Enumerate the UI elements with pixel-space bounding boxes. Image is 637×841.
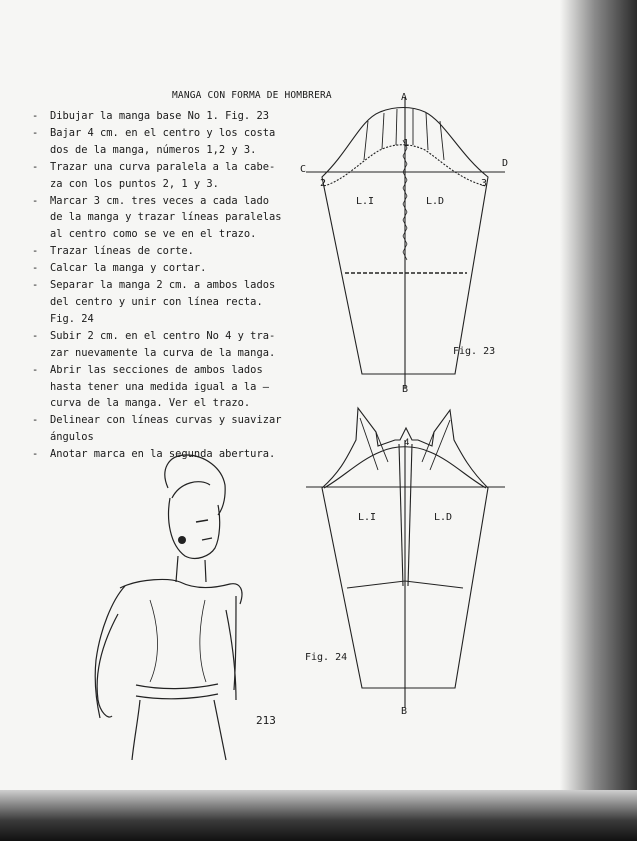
bullet-dash: - [32,363,39,376]
instruction-text: Marcar 3 cm. tres veces a cada lado [50,194,269,207]
fig24-caption: Fig. 24 [305,652,348,663]
instruction-text: Trazar líneas de corte. [50,245,194,258]
bullet-dash: - [32,126,39,139]
instruction-text: Anotar marca en la segunda abertura. [50,448,276,461]
fig24-sleeve-pattern [306,408,505,708]
fig24-point-4: 4 [404,438,410,448]
instruction-text: del centro y unir con línea recta. [50,295,263,308]
instruction-text: Trazar una curva paralela a la cabe- [50,160,276,173]
fig24-split-left [399,444,403,586]
fig24-left-panel: L.I [358,512,377,523]
bullet-dash: - [32,414,39,427]
bullet-dash: - [32,245,39,258]
bullet-dash: - [32,448,39,461]
instruction-text: Subir 2 cm. en el centro No 4 y tra- [50,329,276,342]
bullet-dash: - [32,279,39,292]
instruction-text: Calcar la manga y cortar. [50,262,207,275]
instruction-text: hasta tener una medida igual a la — [50,380,269,393]
instruction-text: za con los puntos 2, 1 y 3. [50,177,219,190]
page-number: 213 [256,714,276,727]
fig23-label-b: B [402,384,409,395]
bullet-dash: - [32,262,39,275]
instruction-text: dos de la manga, números 1,2 y 3. [50,143,257,156]
fig24-label-b: B [401,706,408,717]
bullet-dash: - [32,110,39,122]
fig23-label-a: A [401,92,408,103]
bullet-dash: - [32,194,39,207]
instruction-text: ángulos [50,431,94,444]
instruction-text: Bajar 4 cm. en el centro y los costa [50,126,276,139]
instruction-text: Abrir las secciones de ambos lados [50,363,263,376]
fig24-right-panel: L.D [434,512,453,523]
fig23-left-panel: L.I [356,196,375,207]
instruction-text: curva de la manga. Ver el trazo. [50,397,251,410]
fig23-label-d: D [502,158,509,169]
woman-illustration [95,455,242,760]
fig23-point-1: 1 [403,138,410,149]
fig24-split-right [408,444,412,586]
instruction-text: Delinear con líneas curvas y suavizar [50,414,282,427]
fig23-point-2: 2 [320,178,327,189]
bullet-dash: - [32,329,39,342]
instruction-text: de la manga y trazar líneas paralelas [50,211,282,224]
instruction-text: al centro como se ve en el trazo. [50,228,257,241]
bullet-dash: - [32,160,39,173]
fig23-point-3: 3 [481,178,488,189]
instruction-text: zar nuevamente la curva de la manga. [50,346,276,359]
fig23-mark-c: C [300,164,307,175]
instruction-text: Separar la manga 2 cm. a ambos lados [50,279,276,292]
instruction-text: Dibujar la manga base No 1. Fig. 23 [50,110,269,122]
instruction-text: Fig. 24 [50,312,94,325]
binding-shadow-right [560,0,637,841]
fig23-right-panel: L.D [426,196,445,207]
binding-shadow-bottom [0,790,637,841]
page-title: MANGA CON FORMA DE HOMBRERA [172,90,332,101]
fig23-caption: Fig. 23 [453,346,496,357]
